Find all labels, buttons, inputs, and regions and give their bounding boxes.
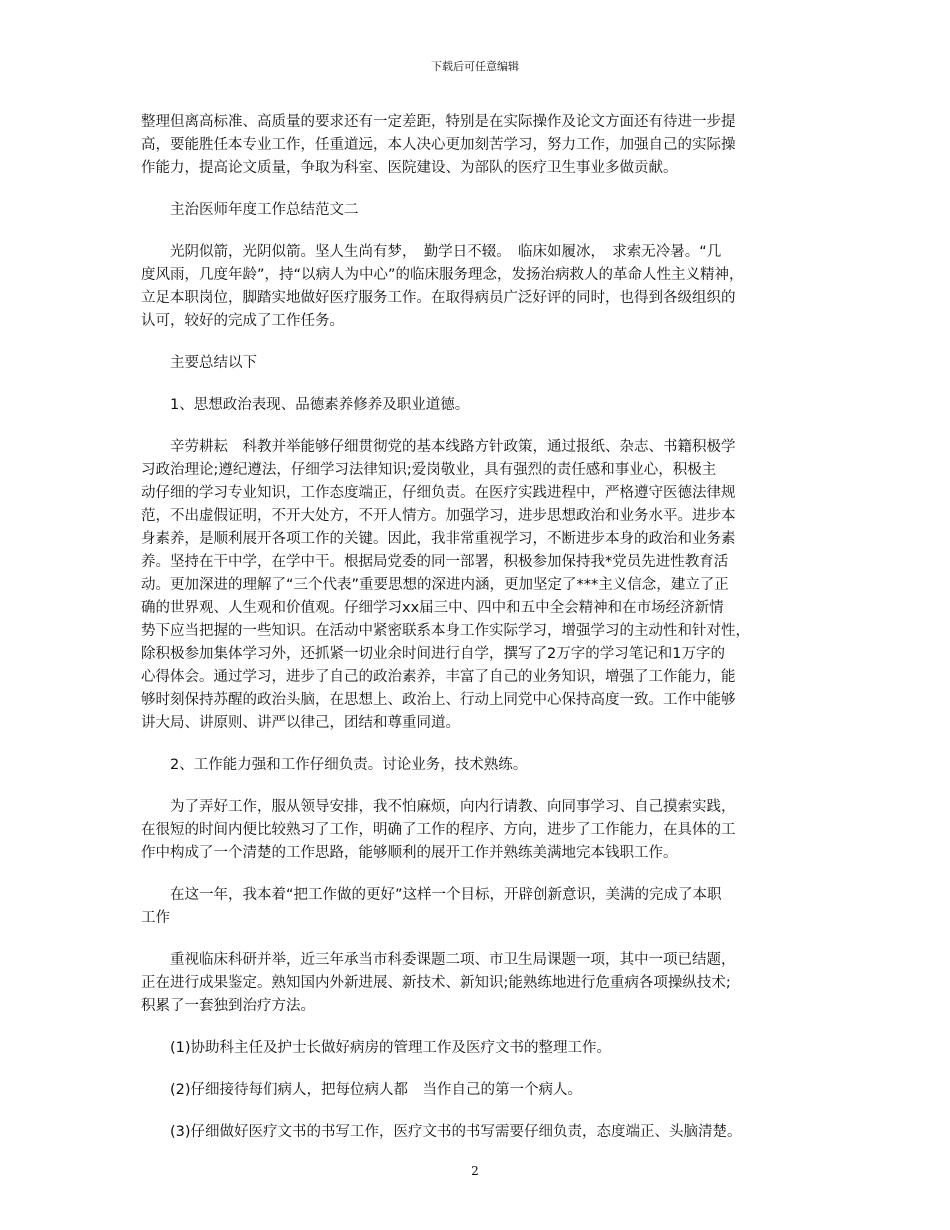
text-line: 在很短的时间内便比较熟习了工作，明确了工作的程序、方向，进步了工作能力，在具体的工 xyxy=(141,822,736,838)
paragraph xyxy=(141,949,821,1018)
text-line: 作中构成了一个清楚的工作思路，能够顺利的展开工作并熟练美满地完本钱职工作。 xyxy=(141,845,678,861)
text-line: 辛劳耕耘 科教并举能够仔细贯彻党的基本线路方针政策，通过报纸、杂志、书籍积极学 xyxy=(141,439,736,455)
paragraph xyxy=(141,1079,821,1102)
text-line: 为了弄好工作，服从领导安排，我不怕麻烦，向内行请教、向同事学习、自己摸索实践， xyxy=(141,799,736,815)
text-line: 工作 xyxy=(141,910,170,926)
text-line: 1、思想政治表现、品德素养修养及职业道德。 xyxy=(141,397,470,413)
text-line: 习政治理论;遵纪遵法，仔细学习法律知识;爱岗敬业，具有强烈的责任感和事业心，积极主 xyxy=(141,462,717,478)
text-line: 在这一年，我本着“把工作做的更好”这样一个目标，开辟创新意识，美满的完成了本职 xyxy=(141,887,722,903)
text-line: 主治医师年度工作总结范文二 xyxy=(141,202,359,218)
text-line: 认可，较好的完成了工作任务。 xyxy=(141,313,344,329)
text-line: 除积极参加集体学习外，还抓紧一切业余时间进行自学，撰写了2万字的学习笔记和1万字的 xyxy=(141,646,725,662)
text-line: 范，不出虚假证明，不开大处方，不开人情方。加强学习，进步思想政治和业务水平。进步本 xyxy=(141,508,736,524)
text-line: 主要总结以下 xyxy=(141,355,257,371)
text-line: 正在进行成果鉴定。熟知国内外新进展、新技术、新知识;能熟练地进行危重病各项操纵技术; xyxy=(141,975,731,991)
text-line: 光阴似箭，光阴似箭。坚人生尚有梦， 勤学日不辍。 临床如履冰， 求索无冷暑。“几 xyxy=(141,244,722,260)
text-line: 动仔细的学习专业知识，工作态度端正，仔细负责。在医疗实践进程中，严格遵守医德法律规 xyxy=(141,485,736,501)
text-line: (1)协助科主任及护士长做好病房的管理工作及医疗文书的整理工作。 xyxy=(141,1040,612,1056)
text-line: 2、工作能力强和工作仔细负责。讨论业务，技术熟练。 xyxy=(141,757,528,773)
text-line: 势下应当把握的一些知识。在活动中紧密联系本身工作实际学习，增强学习的主动性和针对性， xyxy=(141,623,750,639)
text-line: 重视临床科研并举，近三年承当市科委课题二项、市卫生局课题一项，其中一项已结题， xyxy=(141,952,736,968)
paragraph xyxy=(141,884,821,930)
text-line: 身素养，是顺利展开各项工作的关键。因此，我非常重视学习，不断进步本身的政治和业务素 xyxy=(141,531,736,547)
paragraph xyxy=(141,111,821,180)
paragraph xyxy=(141,1121,821,1144)
paragraph xyxy=(141,241,821,333)
text-line: 养。坚持在干中学，在学中干。根据局党委的同一部署，积极参加保持我*党员先进性教育活 xyxy=(141,554,729,570)
text-line: 动。更加深进的理解了“三个代表”重要思想的深进内涵，更加坚定了***主义信念，建立了正 xyxy=(141,577,729,593)
page-header: 下载后可任意编辑 xyxy=(431,60,519,73)
text-line: 确的世界观、人生观和价值观。仔细学习xx届三中、四中和五中全会精神和在市场经济新情 xyxy=(141,600,724,616)
text-line: 积累了一套独到治疗方法。 xyxy=(141,998,315,1014)
page-number: 2 xyxy=(471,1164,479,1178)
text-line: 够时刻保持苏醒的政治头脑，在思想上、政治上、行动上同党中心保持高度一致。工作中能够 xyxy=(141,692,736,708)
text-line: 度风雨，几度年龄”，持“以病人为中心”的临床服务理念，发扬治病救人的革命人性主义精神， xyxy=(141,267,744,283)
paragraph xyxy=(141,199,821,222)
document-body xyxy=(141,111,821,1163)
paragraph xyxy=(141,754,821,777)
text-line: 心得体会。通过学习，进步了自己的政治素养，丰富了自己的业务知识，增强了工作能力，能 xyxy=(141,669,736,685)
paragraph xyxy=(141,352,821,375)
text-line: 高，要能胜任本专业工作，任重道远，本人决心更加刻苦学习，努力工作，加强自己的实际操 xyxy=(141,137,736,153)
text-line: 立足本职岗位，脚踏实地做好医疗服务工作。在取得病员广泛好评的同时，也得到各级组织的 xyxy=(141,290,736,306)
paragraph xyxy=(141,394,821,417)
text-line: 作能力，提高论文质量，争取为科室、医院建设、为部队的医疗卫生事业多做贡献。 xyxy=(141,160,678,176)
text-line: 讲大局、讲原则、讲严以律己，团结和尊重同道。 xyxy=(141,715,460,731)
paragraph xyxy=(141,436,821,735)
text-line: 整理但离高标准、高质量的要求还有一定差距，特别是在实际操作及论文方面还有待进一步提 xyxy=(141,114,736,130)
text-line: (2)仔细接待每们病人，把每位病人都 当作自己的第一个病人。 xyxy=(141,1082,583,1098)
paragraph xyxy=(141,796,821,865)
text-line: (3)仔细做好医疗文书的书写工作，医疗文书的书写需要仔细负责，态度端正、头脑清楚。 xyxy=(141,1124,742,1140)
paragraph xyxy=(141,1037,821,1060)
